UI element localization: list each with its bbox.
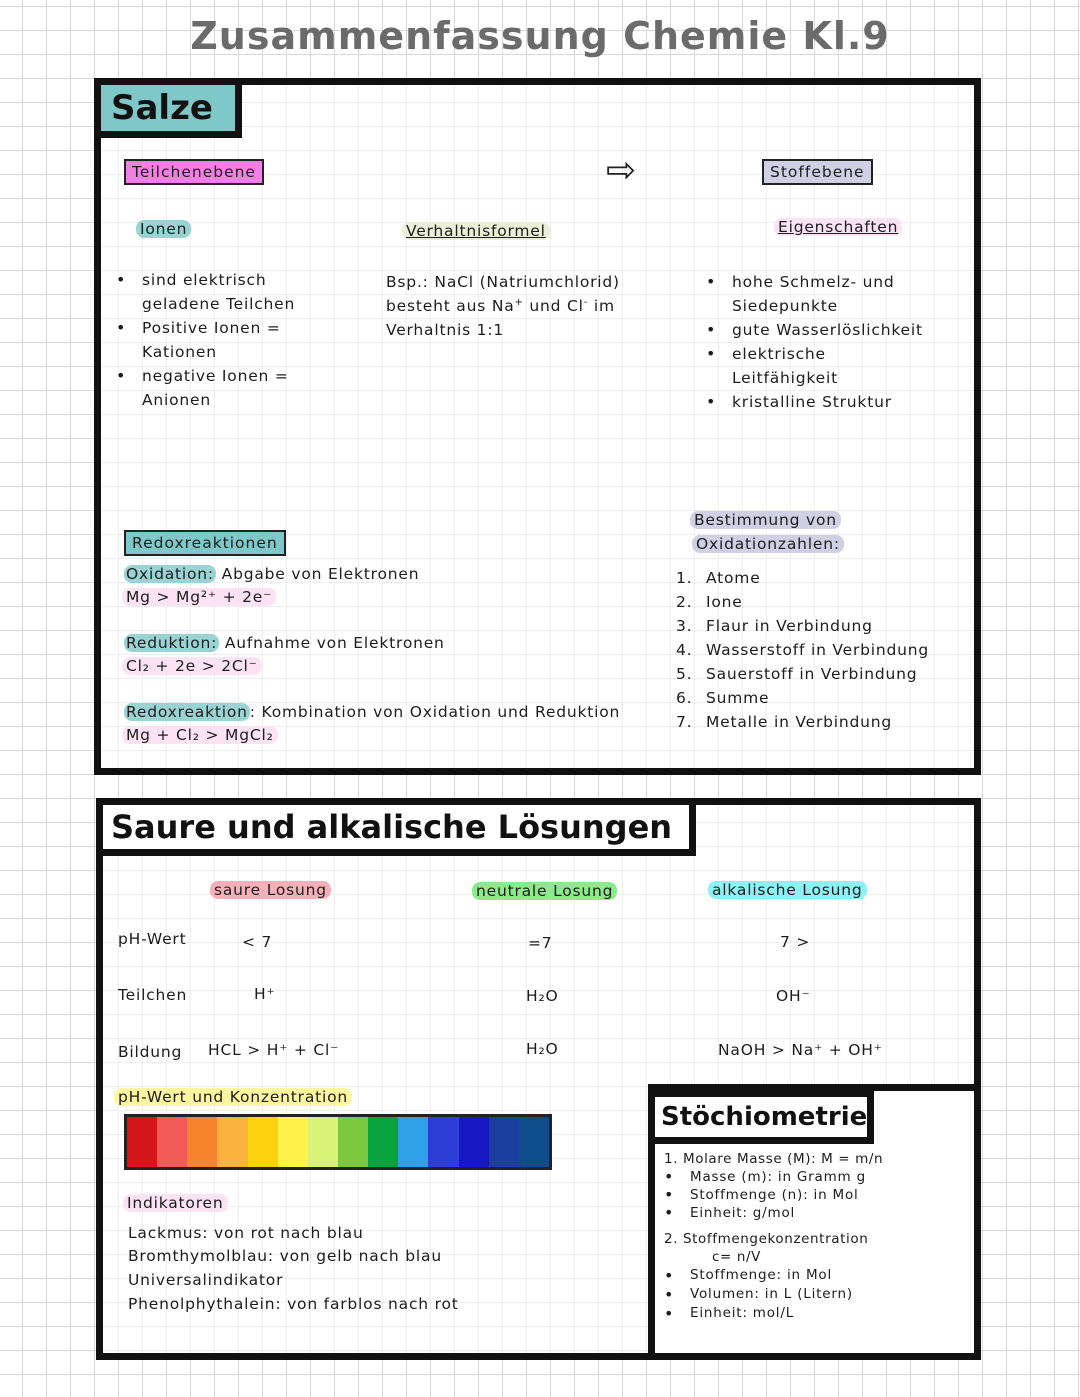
- arrow-right-icon: ⇨: [606, 150, 637, 191]
- list-item: • Positive Ionen = Kationen: [116, 316, 316, 364]
- ionen-list: [116, 268, 316, 412]
- salze-heading: [94, 78, 242, 138]
- text: +: [514, 297, 524, 308]
- list-item: [676, 662, 929, 686]
- cell-ph-neutral: =7: [528, 934, 553, 952]
- row-label-bildung: Bildung: [118, 1043, 183, 1061]
- reduktion-label: Reduktion:: [126, 634, 218, 652]
- bestimmung-list: [676, 566, 929, 734]
- konzentration-formula: c= n/V: [712, 1249, 761, 1265]
- list-item: • gute Wasserlöslichkeit: [706, 318, 926, 342]
- cell-ph-saure: < 7: [242, 933, 273, 951]
- teilchenebene-label: Teilchenebene: [124, 159, 264, 185]
- verhaeltnis-line1: Bsp.: NaCl (Natriumchlorid): [386, 273, 620, 291]
- redoxreaktion-label: Redoxreaktion: [126, 703, 248, 721]
- oxidation-text: Abgabe von Elektronen: [215, 565, 420, 583]
- reduktion-equation: Cl₂ + 2e > 2Cl⁻: [122, 657, 262, 675]
- indikator-item: Bromthymolblau: von gelb nach blau: [128, 1247, 442, 1265]
- color-swatch: [368, 1117, 398, 1167]
- list-item: [676, 614, 929, 638]
- page-title: Zusammenfassung Chemie Kl.9: [190, 14, 890, 58]
- stoechiometrie-heading: [648, 1090, 874, 1144]
- redoxreaktion-line: [124, 703, 620, 721]
- color-swatch: [459, 1117, 489, 1167]
- list-item: • Stoffmenge (n): in Mol: [664, 1186, 883, 1204]
- bestimmung-title-2: Oxidationzahlen:: [692, 535, 844, 553]
- cell-bildung-saure: HCL > H⁺ + Cl⁻: [208, 1041, 340, 1059]
- list-item: [676, 710, 929, 734]
- indikatoren-title: Indikatoren: [123, 1194, 228, 1212]
- row-label-ph: pH-Wert: [118, 930, 187, 948]
- redox-title: Redoxreaktionen: [124, 530, 286, 556]
- cell-teilchen-neutral: H₂O: [526, 987, 559, 1005]
- list-item: • elektrische Leitfähigkeit: [706, 342, 926, 390]
- ph-color-scale: [124, 1114, 552, 1170]
- stoechiometrie-heading-text: Stöchiometrie: [661, 1102, 868, 1132]
- item-text: Atome: [706, 569, 761, 587]
- item-number: 6.: [676, 689, 693, 707]
- item-text: Summe: [706, 689, 770, 707]
- list-item: • hohe Schmelz- und Siedepunkte: [706, 270, 926, 318]
- color-swatch: [248, 1117, 278, 1167]
- color-swatch: [428, 1117, 458, 1167]
- list-item: • Einheit: mol/L: [664, 1304, 883, 1323]
- color-swatch: [217, 1117, 247, 1167]
- color-swatch: [398, 1117, 428, 1167]
- cell-teilchen-alk: OH⁻: [776, 987, 811, 1005]
- color-swatch: [187, 1117, 217, 1167]
- cell-teilchen-saure: H⁺: [254, 985, 276, 1003]
- text: -: [583, 297, 589, 308]
- loesungen-heading-text: Saure und alkalische Lösungen: [111, 808, 673, 846]
- verhaeltnis-line3: Verhaltnis 1:1: [386, 321, 505, 339]
- text: im: [588, 297, 615, 316]
- item-number: 5.: [676, 665, 693, 683]
- color-swatch: [127, 1117, 157, 1167]
- redoxreaktion-text: : Kombination von Oxidation und Reduktion: [249, 703, 621, 721]
- konzentration-item: 2. Stoffmengekonzentration: [664, 1231, 869, 1247]
- indikator-item: Universalindikator: [128, 1271, 284, 1289]
- reduktion-line: [124, 634, 445, 652]
- verhaeltnis-line2: [386, 297, 615, 315]
- list-item: • sind elektrisch geladene Teilchen: [116, 268, 316, 316]
- eigenschaften-title: Eigenschaften: [774, 218, 902, 236]
- list-item: • Einheit: g/mol: [664, 1204, 883, 1222]
- cell-ph-alk: 7 >: [780, 933, 811, 951]
- list-item: • Masse (m): in Gramm g: [664, 1168, 883, 1186]
- konzentration-title: pH-Wert und Konzentration: [114, 1088, 352, 1106]
- list-item: • Volumen: in L (Litern): [664, 1285, 883, 1304]
- item-text: Sauerstoff in Verbindung: [706, 665, 918, 683]
- col-saure-header: saure Losung: [210, 881, 331, 899]
- list-item: • kristalline Struktur: [706, 390, 926, 414]
- list-item: [676, 686, 929, 710]
- item-number: 2.: [676, 593, 693, 611]
- item-text: Ione: [706, 593, 743, 611]
- salze-heading-text: Salze: [111, 88, 213, 128]
- stoechiometrie-content: [664, 1150, 883, 1323]
- eigenschaften-list: [706, 270, 926, 414]
- list-item: • negative Ionen = Anionen: [116, 364, 316, 412]
- item-text: Metalle in Verbindung: [706, 713, 893, 731]
- color-swatch: [519, 1117, 549, 1167]
- item-number: 7.: [676, 713, 693, 731]
- item-number: 1.: [676, 569, 693, 587]
- color-swatch: [157, 1117, 187, 1167]
- stoffebene-label: Stoffebene: [762, 159, 873, 185]
- list-item: [676, 590, 929, 614]
- reduktion-text: Aufnahme von Elektronen: [219, 634, 445, 652]
- text: und Cl: [523, 297, 584, 316]
- item-text: Wasserstoff in Verbindung: [706, 641, 930, 659]
- list-item: [676, 638, 929, 662]
- oxidation-line: [124, 565, 419, 583]
- molare-masse-list: [664, 1168, 883, 1222]
- item-text: Flaur in Verbindung: [706, 617, 873, 635]
- text: besteht aus Na: [386, 297, 515, 316]
- col-alkalisch-header: alkalische Losung: [708, 881, 867, 899]
- item-number: 3.: [676, 617, 693, 635]
- cell-bildung-neutral: H₂O: [526, 1040, 559, 1058]
- color-swatch: [278, 1117, 308, 1167]
- ionen-title: Ionen: [136, 220, 191, 238]
- konzentration-list: [664, 1266, 883, 1323]
- indikator-item: Phenolphythalein: von farblos nach rot: [128, 1295, 459, 1313]
- indikator-item: Lackmus: von rot nach blau: [128, 1224, 364, 1242]
- cell-bildung-alk: NaOH > Na⁺ + OH⁺: [718, 1041, 883, 1059]
- color-swatch: [308, 1117, 338, 1167]
- oxidation-equation: Mg > Mg²⁺ + 2e⁻: [122, 588, 276, 606]
- row-label-teilchen: Teilchen: [118, 986, 188, 1004]
- bestimmung-title-1: Bestimmung von: [690, 511, 841, 529]
- col-neutral-header: neutrale Losung: [472, 882, 617, 900]
- color-swatch: [489, 1117, 519, 1167]
- molare-masse-item: 1. Molare Masse (M): M = m/n: [664, 1151, 884, 1167]
- color-swatch: [338, 1117, 368, 1167]
- loesungen-heading: [96, 798, 696, 856]
- oxidation-label: Oxidation:: [126, 565, 214, 583]
- verhaeltnisformel-title: Verhaltnisformel: [402, 222, 550, 240]
- list-item: [676, 566, 929, 590]
- redoxreaktion-equation: Mg + Cl₂ > MgCl₂: [122, 726, 278, 744]
- list-item: • Stoffmenge: in Mol: [664, 1266, 883, 1285]
- item-number: 4.: [676, 641, 693, 659]
